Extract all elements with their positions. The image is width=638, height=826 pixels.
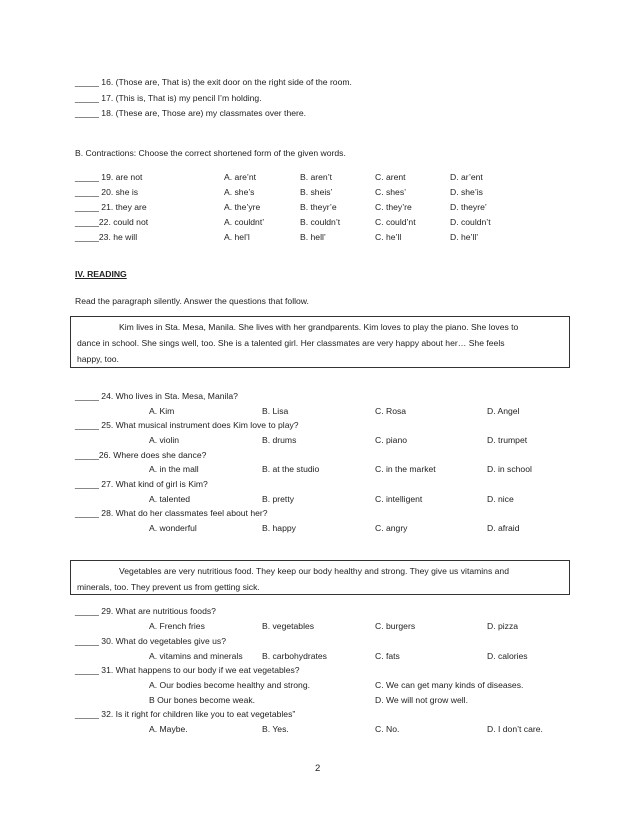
- choice-24-b: B. Lisa: [262, 406, 289, 416]
- question-28: _____ 28. What do her classmates feel about her?: [75, 508, 268, 518]
- page-number: 2: [315, 763, 321, 774]
- question-27: _____ 27. What kind of girl is Kim?: [75, 479, 208, 489]
- choice-19-c: C. arent: [375, 172, 406, 182]
- choice-29-c: C. burgers: [375, 621, 416, 631]
- choice-29-d: D. pizza: [487, 621, 519, 631]
- choice-28-a: A. wonderful: [149, 523, 197, 533]
- choice-28-d: D. afraid: [487, 523, 520, 533]
- choice-26-b: B. at the studio: [262, 464, 320, 474]
- question-23: _____23. he will: [75, 232, 138, 242]
- question-21: _____ 21. they are: [75, 202, 147, 212]
- choice-31-c: C. We can get many kinds of diseases.: [375, 680, 524, 690]
- choice-28-c: C. angry: [375, 523, 408, 533]
- question-26: _____26. Where does she dance?: [75, 450, 207, 460]
- passage-1-line-1: Kim lives in Sta. Mesa, Manila. She lives with her grandparents. Kim loves to play the piano. She loves to: [119, 322, 519, 332]
- choice-27-a: A. talented: [149, 494, 191, 504]
- question-17: _____ 17. (This is, That is) my pencil I’m holding.: [75, 93, 262, 103]
- choice-22-d: D. couldn’t: [450, 217, 491, 227]
- choice-22-a: A. couldnt’: [224, 217, 265, 227]
- question-29: _____ 29. What are nutritious foods?: [75, 606, 216, 616]
- choice-30-b: B. carbohydrates: [262, 651, 327, 661]
- choice-24-c: C. Rosa: [375, 406, 407, 416]
- choice-28-b: B. happy: [262, 523, 296, 533]
- choice-20-b: B. sheis’: [300, 187, 333, 197]
- question-20: _____ 20. she is: [75, 187, 139, 197]
- choice-23-a: A. hel’l: [224, 232, 250, 242]
- question-24: _____ 24. Who lives in Sta. Mesa, Manila?: [75, 391, 238, 401]
- choice-32-d: D. I don’t care.: [487, 724, 543, 734]
- choice-32-a: A. Maybe.: [149, 724, 188, 734]
- choice-30-d: D. calories: [487, 651, 528, 661]
- question-25: _____ 25. What musical instrument does Kim love to play?: [75, 420, 299, 430]
- choice-25-a: A. violin: [149, 435, 180, 445]
- choice-26-a: A. in the mall: [149, 464, 199, 474]
- choice-19-b: B. aren’t: [300, 172, 333, 182]
- choice-25-c: C. piano: [375, 435, 408, 445]
- passage-1-line-3: happy, too.: [77, 354, 119, 364]
- choice-31-b: B Our bones become weak.: [149, 695, 256, 705]
- choice-30-c: C. fats: [375, 651, 400, 661]
- choice-21-c: C. they’re: [375, 202, 412, 212]
- choice-24-a: A. Kim: [149, 406, 175, 416]
- choice-25-b: B. drums: [262, 435, 297, 445]
- choice-32-c: C. No.: [375, 724, 400, 734]
- question-31: _____ 31. What happens to our body if we eat vegetables?: [75, 665, 300, 675]
- choice-24-d: D. Angel: [487, 406, 520, 416]
- choice-25-d: D. trumpet: [487, 435, 528, 445]
- choice-23-b: B. hell’: [300, 232, 326, 242]
- choice-20-a: A. she’s: [224, 187, 255, 197]
- choice-26-c: C. in the market: [375, 464, 436, 474]
- question-16: _____ 16. (Those are, That is) the exit door on the right side of the room.: [75, 77, 352, 87]
- contractions-instruction: B. Contractions: Choose the correct shortened form of the given words.: [75, 148, 346, 158]
- choice-27-b: B. pretty: [262, 494, 294, 504]
- choice-23-c: C. he’ll: [375, 232, 402, 242]
- passage-1-box: [70, 316, 570, 368]
- choice-20-c: C. shes’: [375, 187, 407, 197]
- choice-31-a: A. Our bodies become healthy and strong.: [149, 680, 310, 690]
- question-19: _____ 19. are not: [75, 172, 143, 182]
- passage-1-line-2: dance in school. She sings well, too. She is a talented girl. Her classmates are very happy about her… She feels: [77, 338, 505, 348]
- passage-2-line-1: Vegetables are very nutritious food. They keep our body healthy and strong. They give us vitamins and: [119, 566, 509, 576]
- choice-27-c: C. intelligent: [375, 494, 423, 504]
- choice-19-d: D. ar’ent: [450, 172, 483, 182]
- question-32: _____ 32. Is it right for children like you to eat vegetables”: [75, 709, 296, 719]
- choice-21-b: B. theyr’e: [300, 202, 337, 212]
- question-30: _____ 30. What do vegetables give us?: [75, 636, 226, 646]
- choice-26-d: D. in school: [487, 464, 532, 474]
- choice-21-d: D. theyre’: [450, 202, 487, 212]
- choice-23-d: D. he’ll’: [450, 232, 479, 242]
- choice-27-d: D. nice: [487, 494, 514, 504]
- choice-21-a: A. the’yre: [224, 202, 261, 212]
- passage-2-box: [70, 560, 570, 595]
- passage-2-line-2: minerals, too. They prevent us from getting sick.: [77, 582, 260, 592]
- choice-22-b: B. couldn’t: [300, 217, 341, 227]
- choice-29-b: B. vegetables: [262, 621, 315, 631]
- choice-20-d: D. she’is: [450, 187, 483, 197]
- choice-31-d: D. We will not grow well.: [375, 695, 468, 705]
- reading-instruction: Read the paragraph silently. Answer the questions that follow.: [75, 296, 309, 306]
- choice-29-a: A. French fries: [149, 621, 205, 631]
- reading-heading: IV. READING: [75, 269, 127, 279]
- choice-32-b: B. Yes.: [262, 724, 289, 734]
- question-18: _____ 18. (These are, Those are) my classmates over there.: [75, 108, 307, 118]
- choice-22-c: C. could’nt: [375, 217, 416, 227]
- question-22: _____22. could not: [75, 217, 149, 227]
- choice-30-a: A. vitamins and minerals: [149, 651, 243, 661]
- choice-19-a: A. are’nt: [224, 172, 257, 182]
